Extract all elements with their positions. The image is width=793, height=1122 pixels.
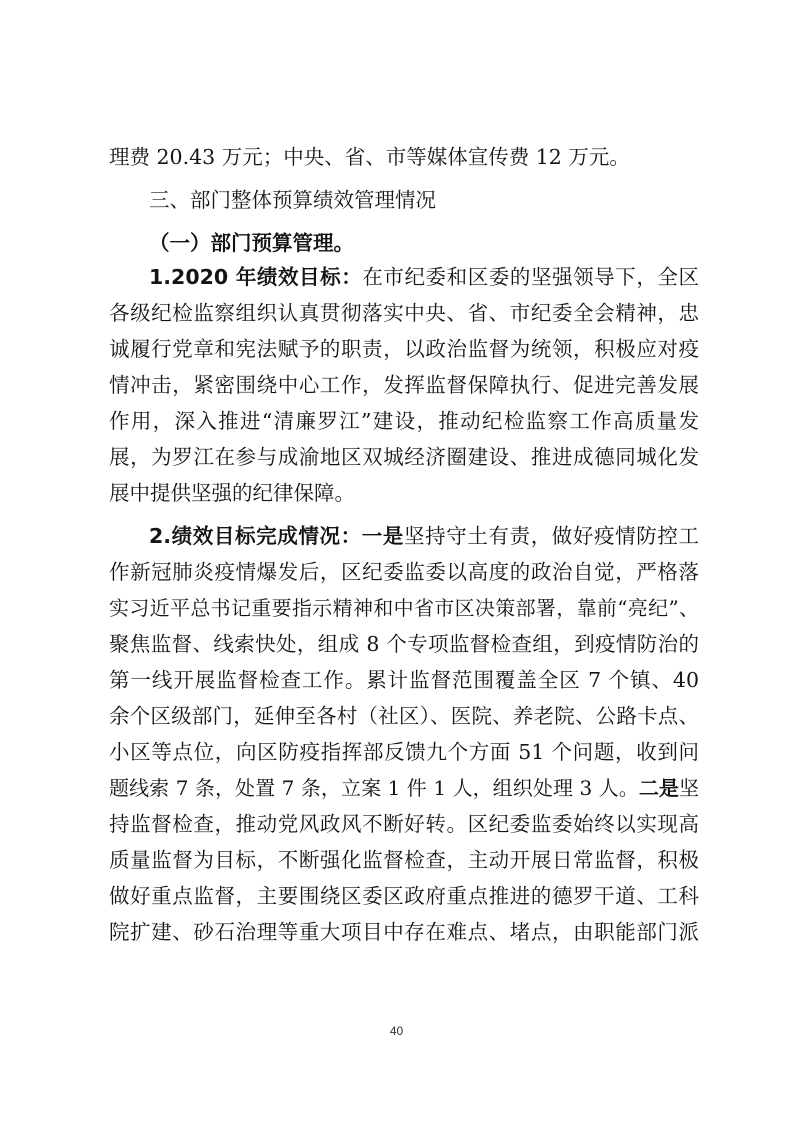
section-heading: 三、部门整体预算绩效管理情况 (149, 188, 436, 212)
text-line: 质量监督为目标，不断强化监督检查，主动开展日常监督，积极 (109, 848, 699, 872)
emphasis-label: 二是 (638, 776, 680, 800)
page-number: 40 (389, 1024, 404, 1038)
text-run: 在市纪委和区委的坚强领导下，全区 (362, 265, 700, 289)
subsection-heading (149, 224, 699, 262)
text-line: 理费 20.43 万元；中央、省、市等媒体宣传费 12 万元。 (109, 145, 630, 169)
text-run: 题线索 7 条，处置 7 条，立案 1 件 1 人，组织处理 3 人。 (109, 776, 639, 800)
text-line: 余个区级部门，延伸至各村（社区）、医院、养老院、公路卡点、 (109, 704, 699, 728)
paragraph-first-line (149, 517, 699, 555)
text-line: 院扩建、砂石治理等重大项目中存在难点、堵点，由职能部门派 (109, 920, 699, 944)
item-label: 1.2020 年绩效目标： (149, 265, 363, 289)
text-line: 做好重点监督，主要围绕区委区政府重点推进的德罗干道、工科 (109, 884, 699, 908)
text-line: 持监督检查，推动党风政风不断好转。区纪委监委始终以实现高 (109, 812, 699, 836)
text-run: 坚持守土有责，做好疫情防控工 (403, 524, 700, 548)
text-line: 诚履行党章和宪法赋予的职责，以政治监督为统领，积极应对疫 (109, 337, 699, 361)
paragraph-first-line (149, 258, 699, 296)
text-line: 作用，深入推进“清廉罗江”建设，推动纪检监察工作高质量发 (109, 409, 699, 433)
text-line: 小区等点位，向区防疫指挥部反馈九个方面 51 个问题，收到问 (109, 740, 699, 764)
item-label: 2.绩效目标完成情况： (149, 524, 362, 548)
text-run: 坚 (679, 776, 700, 800)
text-line: 第一线开展监督检查工作。累计监督范围覆盖全区 7 个镇、40 (109, 668, 699, 692)
text-line: 聚焦监督、线索快处，组成 8 个专项监督检查组，到疫情防治的 (109, 632, 699, 656)
emphasis-label: 一是 (361, 524, 404, 548)
text-line: 各级纪检监察组织认真贯彻落实中央、省、市纪委全会精神，忠 (109, 301, 699, 325)
text-line: 展，为罗江在参与成渝地区双城经济圈建设、推进成德同城化发 (109, 445, 699, 469)
text-line: 实习近平总书记重要指示精神和中省市区决策部署，靠前“亮纪”、 (109, 596, 699, 620)
text-line (109, 769, 699, 807)
text-line: 情冲击，紧密围绕中心工作，发挥监督保障执行、促进完善发展 (109, 373, 699, 397)
text-line: 展中提供坚强的纪律保障。 (109, 481, 355, 505)
text-line: 作新冠肺炎疫情爆发后，区纪委监委以高度的政治自觉，严格落 (109, 560, 699, 584)
subsection-heading-text: （一）部门预算管理。 (149, 231, 354, 255)
